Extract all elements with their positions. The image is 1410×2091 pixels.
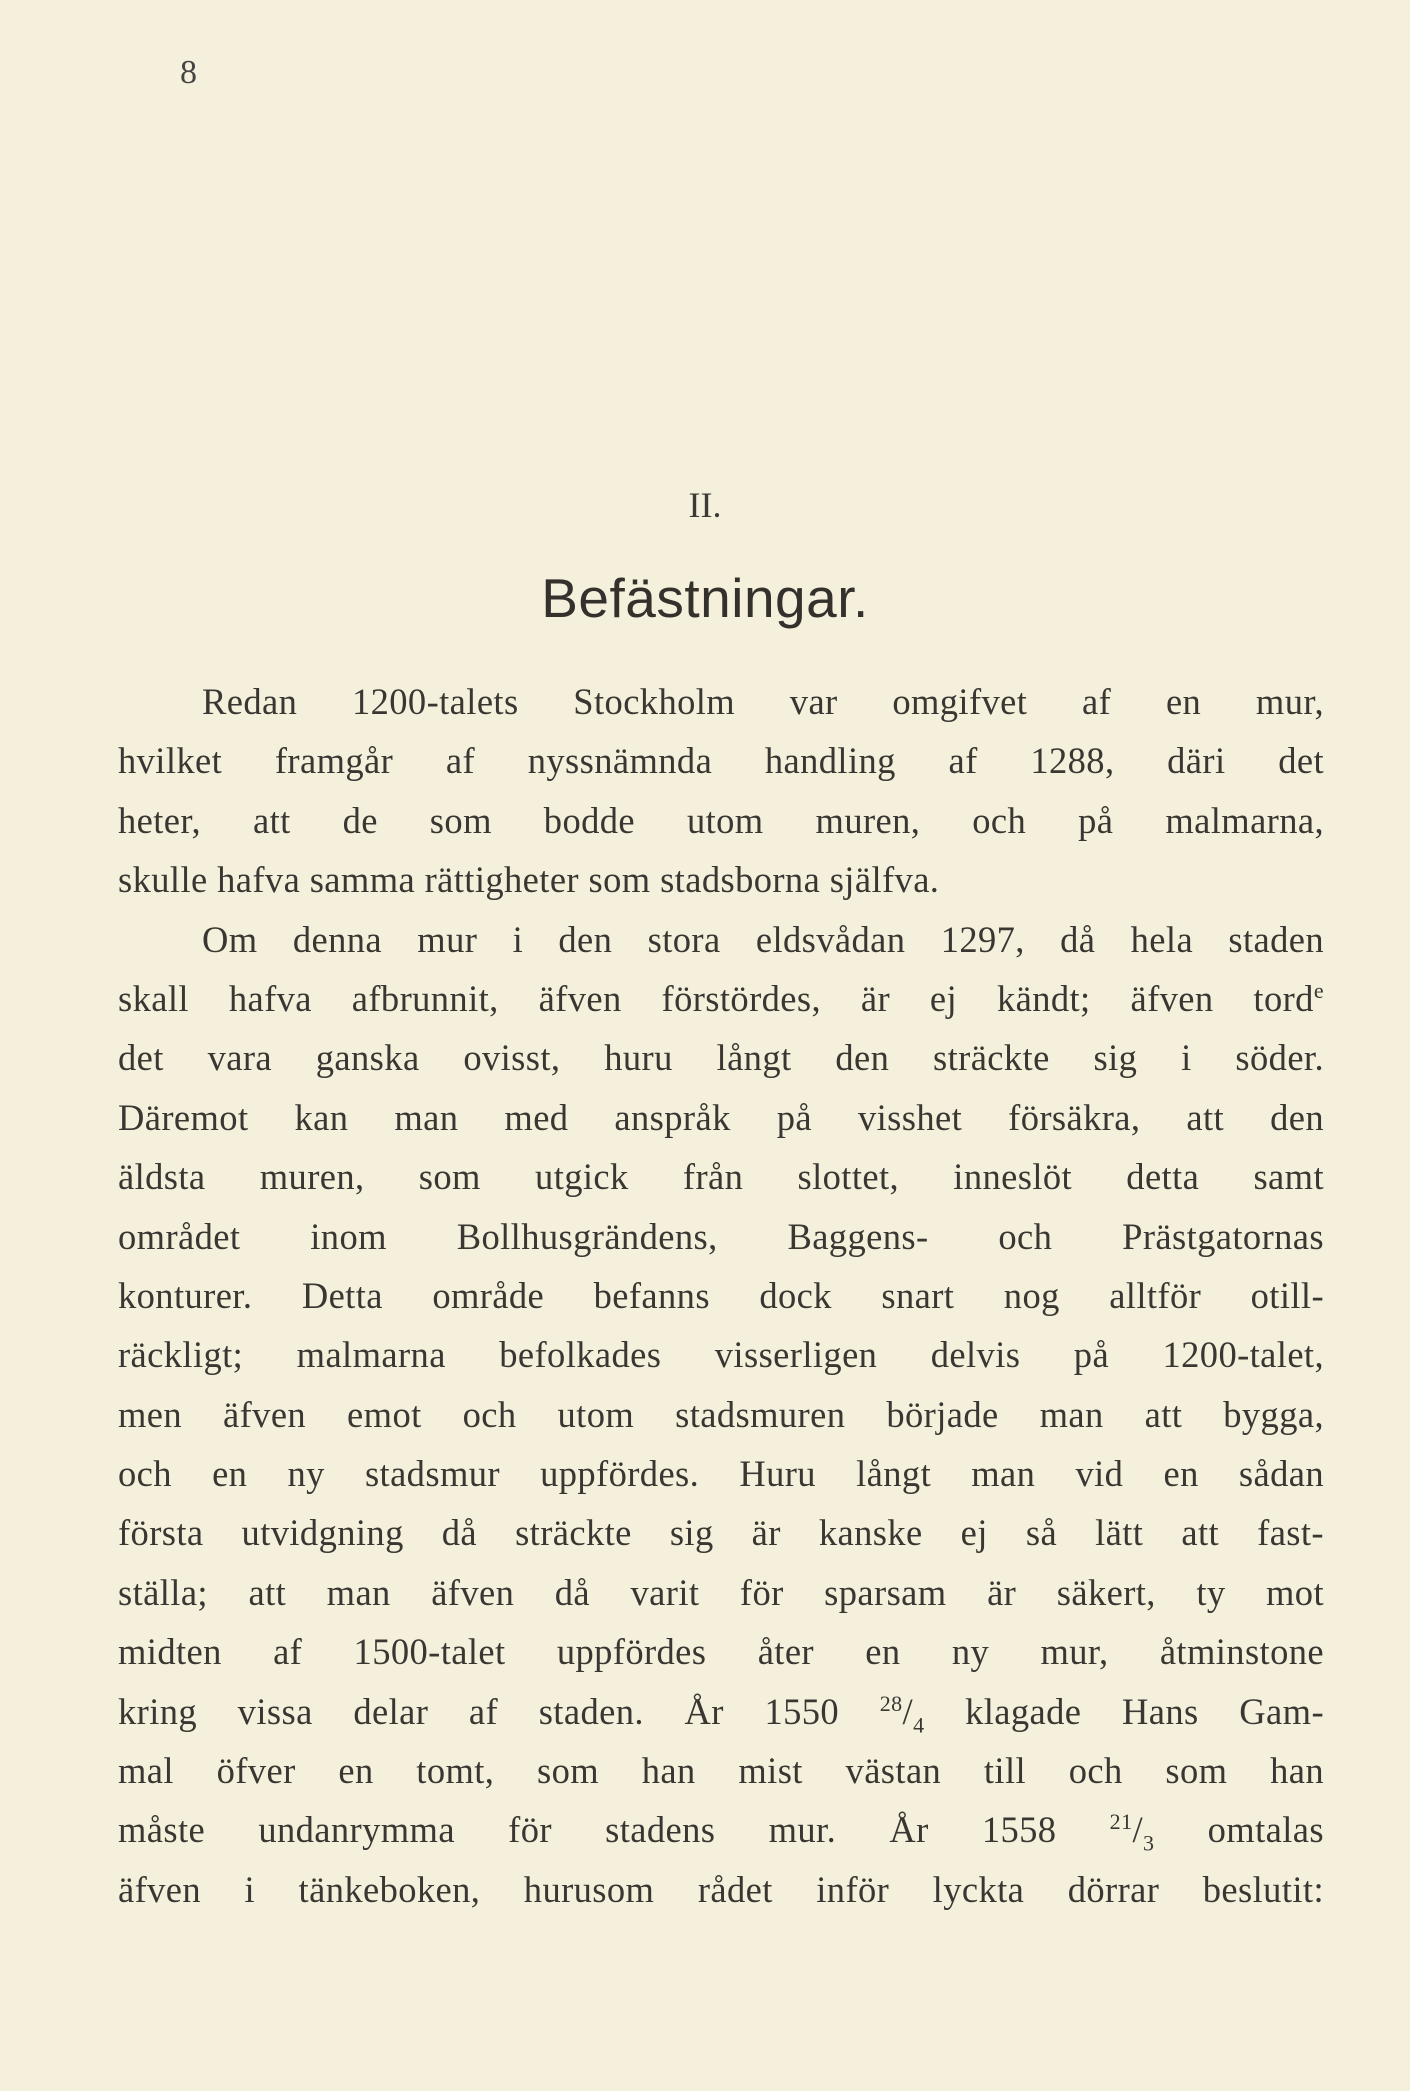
date-subscript: 3: [1143, 1830, 1155, 1856]
chapter-number: II.: [688, 485, 722, 525]
text-segment: klagade Hans Gam-: [924, 1690, 1324, 1732]
text-line: och en ny stadsmur uppfördes. Huru långt man vid en sådan: [118, 1453, 1324, 1495]
text-segment: kring vissa delar af staden. År 1550: [118, 1690, 880, 1732]
chapter-title: Befästningar.: [541, 567, 869, 629]
text-line: mal öfver en tomt, som han mist västan till och som han: [118, 1750, 1324, 1792]
text-line: hvilket framgår af nyssnämnda handling af 1288, däri det: [118, 740, 1324, 782]
text-line: Däremot kan man med anspråk på visshet försäkra, att den: [118, 1096, 1324, 1138]
text-line: ställa; att man äfven då varit för sparsam är säkert, ty mot: [118, 1571, 1324, 1613]
page-number: 8: [180, 54, 198, 91]
date-slash: /: [1132, 1809, 1144, 1851]
body-text: [118, 672, 1324, 1919]
text-line: [118, 969, 1324, 1028]
text-line: Redan 1200-talets Stockholm var omgifvet af en mur,: [202, 681, 1324, 722]
text-line: [118, 1682, 1324, 1741]
date-subscript: 4: [913, 1711, 925, 1737]
text-line: äldsta muren, som utgick från slottet, inneslöt detta samt: [118, 1156, 1324, 1198]
text-line: första utvidgning då sträckte sig är kanske ej så lätt att fast-: [118, 1512, 1324, 1554]
date-superscript: 28: [879, 1690, 903, 1716]
text-line: det vara ganska ovisst, huru långt den sträckte sig i söder.: [118, 1037, 1324, 1079]
text-line: skulle hafva samma rättigheter som stadsborna själfva.: [118, 859, 940, 901]
text-line: konturer. Detta område befanns dock snart nog alltför otill-: [118, 1274, 1324, 1316]
text-line: räckligt; malmarna befolkades visserligen delvis på 1200-talet,: [118, 1334, 1324, 1376]
text-line: området inom Bollhusgrändens, Baggens- och Prästgatornas: [118, 1215, 1324, 1257]
superscript: e: [1313, 977, 1324, 1003]
text-segment: skall hafva afbrunnit, äfven förstördes, är ej kändt; äfven tord: [118, 977, 1314, 1019]
text-line: men äfven emot och utom stadsmuren började man att bygga,: [118, 1393, 1324, 1435]
text-segment: måste undanrymma för stadens mur. År 1558: [118, 1809, 1110, 1851]
text-line: heter, att de som bodde utom muren, och på malmarna,: [118, 799, 1324, 841]
text-line: äfven i tänkeboken, hurusom rådet inför lyckta dörrar beslutit:: [118, 1868, 1324, 1910]
text-segment: omtalas: [1154, 1809, 1324, 1851]
text-line: Om denna mur i den stora eldsvådan 1297, då hela staden: [202, 918, 1324, 960]
date-superscript: 21: [1109, 1809, 1133, 1835]
text-line: midten af 1500-talet uppfördes åter en ny mur, åtminstone: [118, 1631, 1324, 1673]
date-slash: /: [902, 1690, 914, 1732]
text-line: [118, 1800, 1324, 1859]
